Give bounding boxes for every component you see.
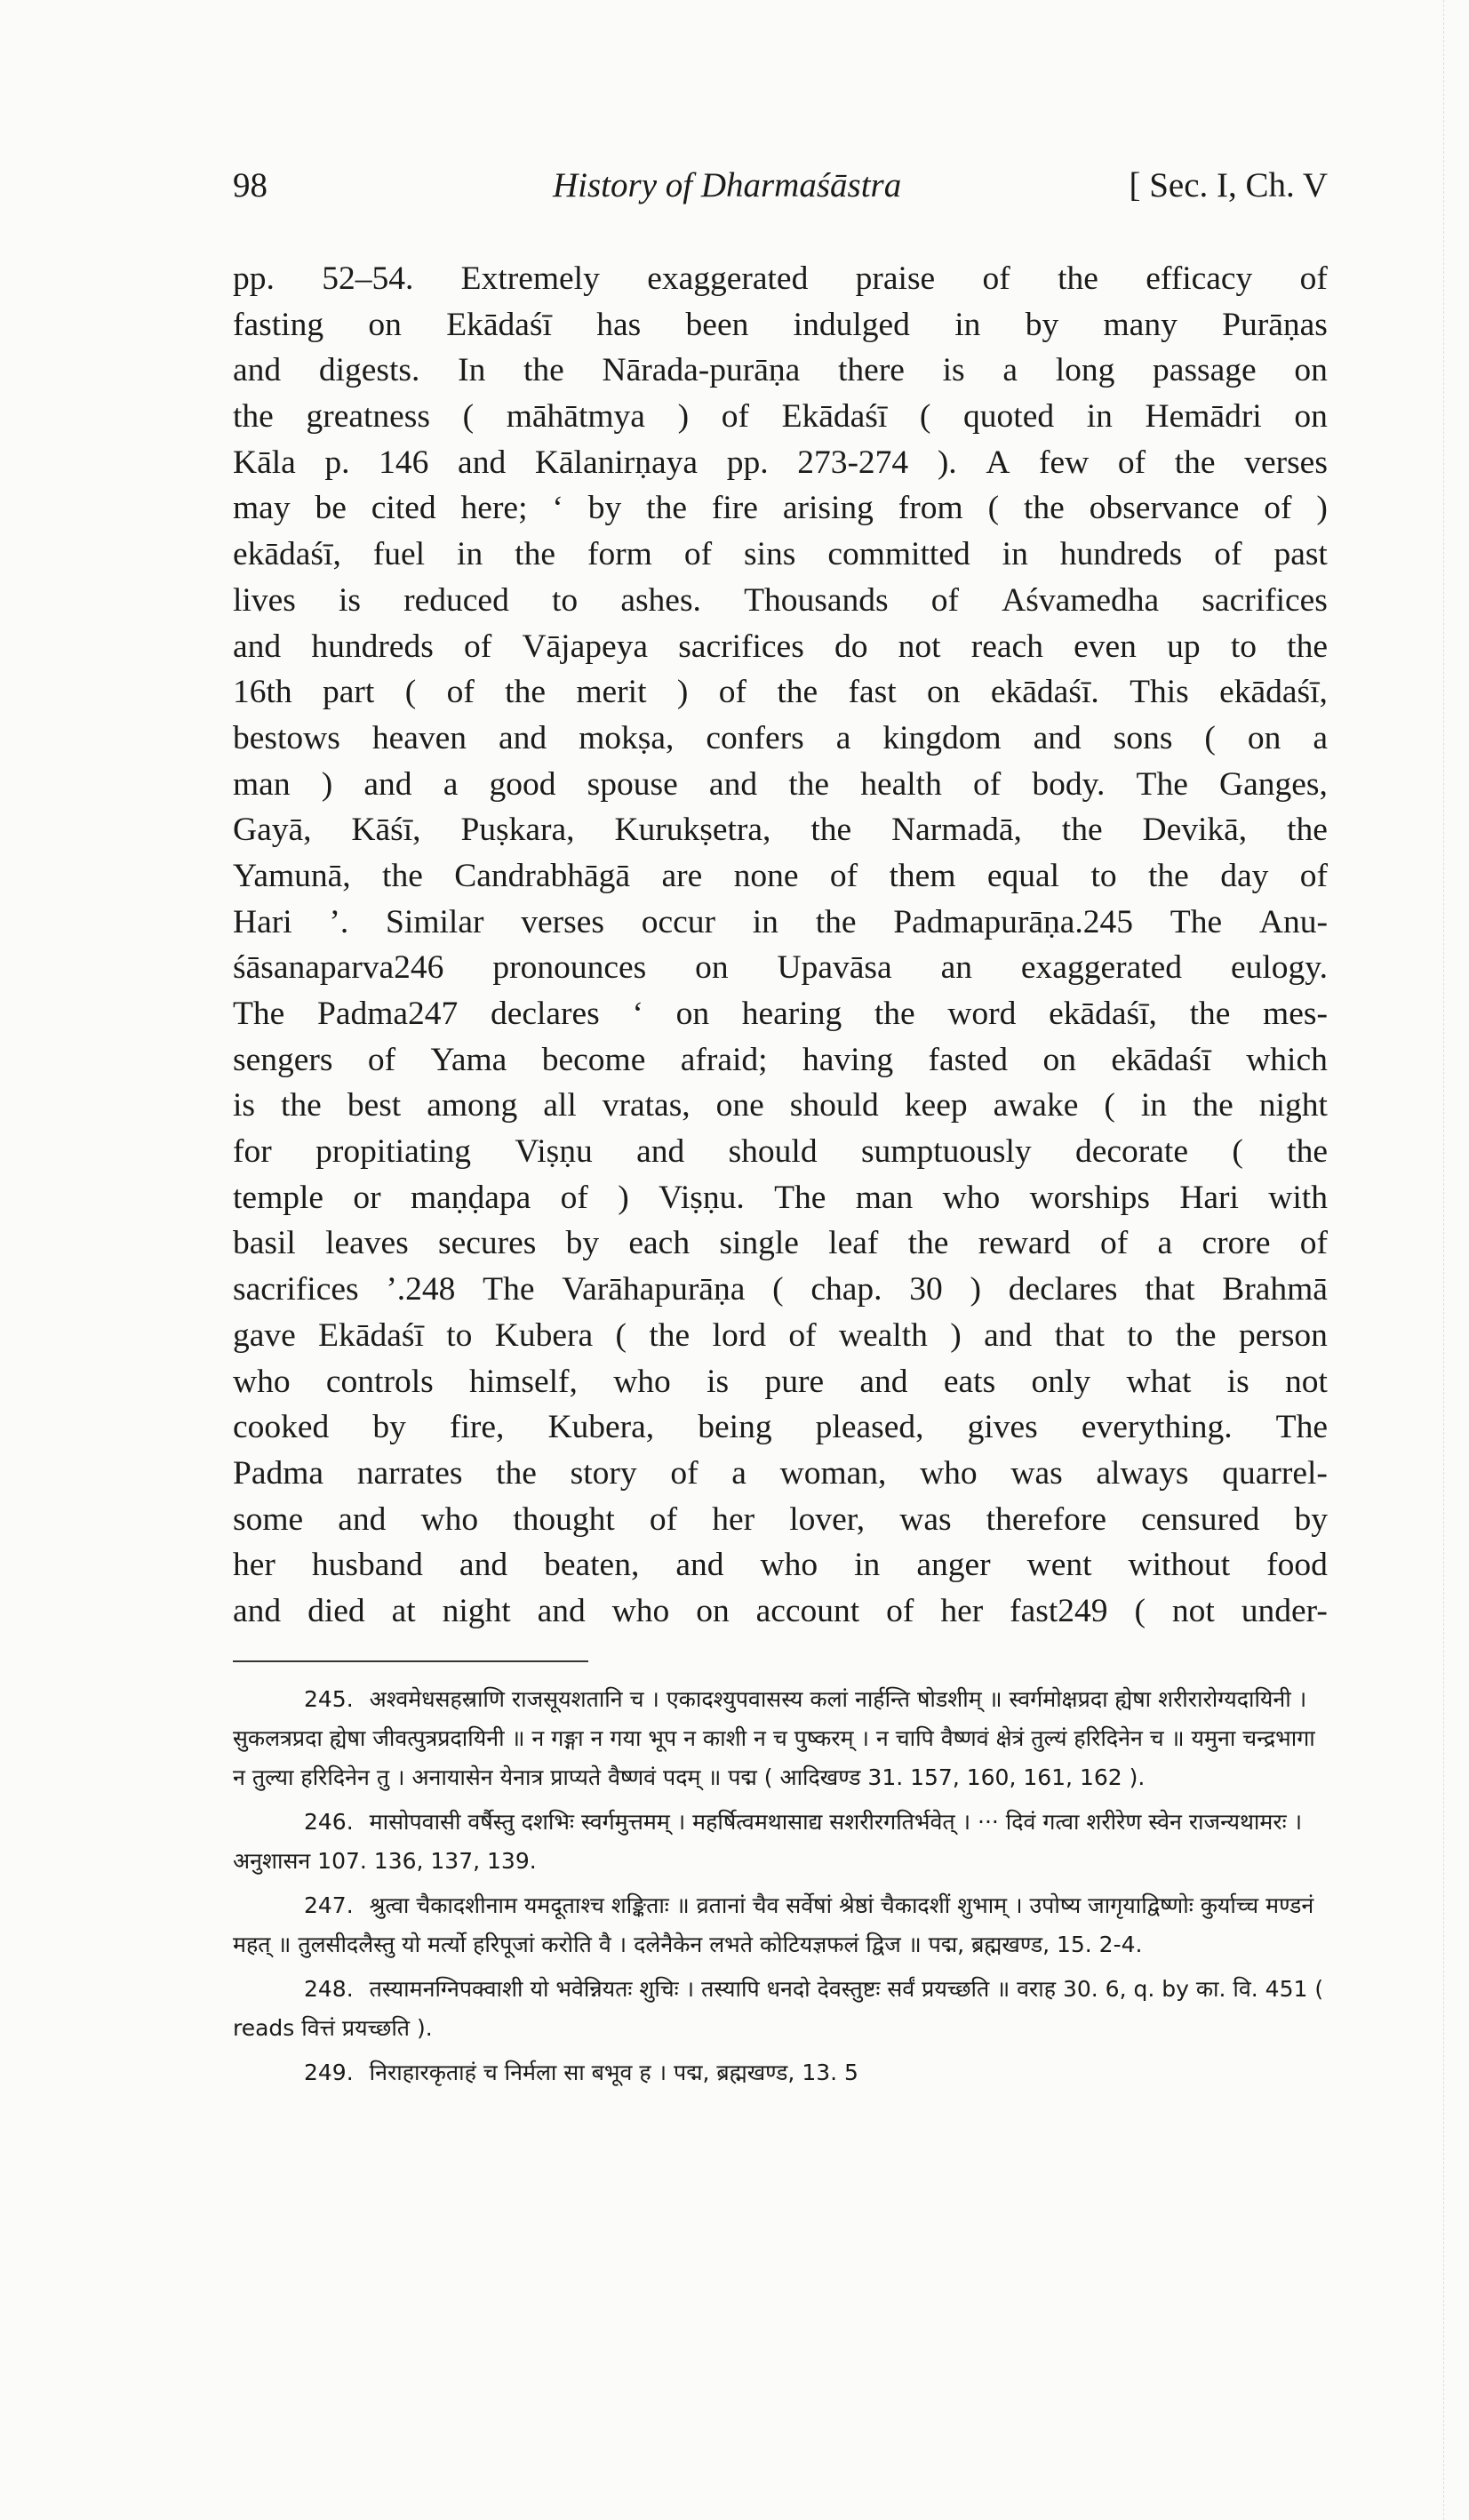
text-line: gave Ekādaśī to Kubera ( the lord of wealth ) and that to the person xyxy=(233,1316,1328,1354)
scan-edge-line xyxy=(1443,0,1444,2520)
footnote-separator xyxy=(233,1660,588,1662)
footnote-text: श्रुत्वा चैकादशीनाम यमदूताश्च शङ्किताः ॥ व्रतानां चैव सर्वेषां श्रेष्ठां चैकादशीं शुभाम् । उपोष्य जागृयाद्विष्णोः कुर्याच्च मण्डनं महत् ॥ तुलसीदलैस्तु यो मर्त्यो हरिपूजां करोति वै । दलेनैकेन लभते कोटियज्ञफलं द्विज ॥ पद्म, ब्रह्मखण्ड, 15. 2-4. xyxy=(233,1892,1314,1957)
footnotes xyxy=(233,1680,1328,2098)
text-line: for propitiating Viṣṇu and should sumptuously decorate ( the xyxy=(233,1133,1328,1171)
footnote xyxy=(233,1970,1328,2048)
section-label: [ Sec. I, Ch. V xyxy=(1129,166,1328,204)
footnote xyxy=(233,1886,1328,1964)
text-line: Padma narrates the story of a woman, who was always quarrel- xyxy=(233,1454,1328,1492)
text-line: Kāla p. 146 and Kālanirṇaya pp. 273-274 ). A few of the verses xyxy=(233,444,1328,481)
text-line: lives is reduced to ashes. Thousands of Aśvamedha sacrifices xyxy=(233,581,1328,619)
footnote-number: 245. xyxy=(304,1686,354,1712)
text-line: sacrifices ’.248 The Varāhapurāṇa ( chap. 30 ) declares that Brahmā xyxy=(233,1271,1328,1308)
text-line: Hari ’. Similar verses occur in the Padmapurāṇa.245 The Anu- xyxy=(233,903,1328,940)
text-line: bestows heaven and mokṣa, confers a kingdom and sons ( on a xyxy=(233,719,1328,756)
main-text xyxy=(233,256,1328,1635)
text-line: basil leaves secures by each single leaf the reward of a crore of xyxy=(233,1225,1328,1262)
footnote-text: अश्वमेधसहस्राणि राजसूयशतानि च । एकादश्युपवासस्य कलां नार्हन्ति षोडशीम् ॥ स्वर्गमोक्षप्रदा ह्येषा शरीरारोग्यदायिनी । सुकलत्रप्रदा ह्येषा जीवत्पुत्रप्रदायिनी ॥ न गङ्गा न गया भूप न काशी न च पुष्करम् । न चापि वैष्णवं क्षेत्रं तुल्यं हरिदिनेन च ॥ यमुना चन्द्रभागा न तुल्या हरिदिनेन तु । अनायासेन येनात्र प्राप्यते वैष्णवं पदम् ॥ पद्म ( आदिखण्ड 31. 157, 160, 161, 162 ). xyxy=(233,1686,1315,1790)
footnote-number: 246. xyxy=(304,1809,354,1835)
text-line: may be cited here; ‘ by the fire arising from ( the observance of ) xyxy=(233,490,1328,527)
footnote-text: निराहारकृताहं च निर्मला सा बभूव ह । पद्म, ब्रह्मखण्ड, 13. 5 xyxy=(369,2060,858,2085)
text-line: ekādaśī, fuel in the form of sins committed in hundreds of past xyxy=(233,536,1328,573)
text-line: cooked by fire, Kubera, being pleased, gives everything. The xyxy=(233,1409,1328,1446)
text-line: some and who thought of her lover, was therefore censured by xyxy=(233,1500,1328,1538)
text-line: and digests. In the Nārada-purāṇa there is a long passage on xyxy=(233,352,1328,389)
page-number: 98 xyxy=(233,166,267,204)
text-line: Yamunā, the Candrabhāgā are none of them equal to the day of xyxy=(233,857,1328,894)
footnote-number: 247. xyxy=(304,1892,354,1918)
text-line: man ) and a good spouse and the health of body. The Ganges, xyxy=(233,765,1328,803)
footnote xyxy=(233,1803,1328,1881)
text-line: and hundreds of Vājapeya sacrifices do not reach even up to the xyxy=(233,628,1328,665)
footnote-text: मासोपवासी वर्षैस्तु दशभिः स्वर्गमुत्तमम् । महर्षित्वमथासाद्य सशरीरगतिर्भवेत् । ··· दिवं गत्वा शरीरेण स्वेन राजन्यथामरः । अनुशासन 107. 136, 137, 139. xyxy=(233,1809,1303,1874)
footnote xyxy=(233,2053,1328,2092)
text-line: The Padma247 declares ‘ on hearing the word ekādaśī, the mes- xyxy=(233,996,1328,1032)
text-line: fasting on Ekādaśī has been indulged in by many Purāṇas xyxy=(233,306,1328,343)
text-line: the greatness ( māhātmya ) of Ekādaśī ( quoted in Hemādri on xyxy=(233,398,1328,436)
text-line: 16th part ( of the merit ) of the fast on ekādaśī. This ekādaśī, xyxy=(233,674,1328,711)
text-line: sengers of Yama become afraid; having fasted on ekādaśī which xyxy=(233,1041,1328,1078)
text-line: who controls himself, who is pure and eats only what is not xyxy=(233,1363,1328,1400)
footnote-number: 249. xyxy=(304,2060,354,2085)
text-line: śāsanaparva246 pronounces on Upavāsa an exaggerated eulogy. xyxy=(233,949,1328,987)
text-line: Gayā, Kāśī, Puṣkara, Kurukṣetra, the Narmadā, the Devikā, the xyxy=(233,812,1328,849)
page-header xyxy=(233,165,1328,219)
footnote xyxy=(233,1680,1328,1797)
footnote-text: तस्यामनग्निपक्वाशी यो भवेन्नियतः शुचिः । तस्यापि धनदो देवस्तुष्टः सर्वं प्रयच्छति ॥ वराह 30. 6, q. by का. वि. 451 ( reads वित्तं प्रयच्छति ). xyxy=(233,1976,1324,2041)
footnote-number: 248. xyxy=(304,1976,354,2002)
running-title: History of Dharmaśāstra xyxy=(553,166,902,204)
text-line: temple or maṇḍapa of ) Viṣṇu. The man who worships Hari with xyxy=(233,1179,1328,1216)
text-line: her husband and beaten, and who in anger went without food xyxy=(233,1547,1328,1584)
text-line: pp. 52–54. Extremely exaggerated praise of the efficacy of xyxy=(233,260,1328,297)
text-line: and died at night and who on account of her fast249 ( not under- xyxy=(233,1592,1328,1629)
text-line: is the best among all vratas, one should keep awake ( in the night xyxy=(233,1087,1328,1124)
